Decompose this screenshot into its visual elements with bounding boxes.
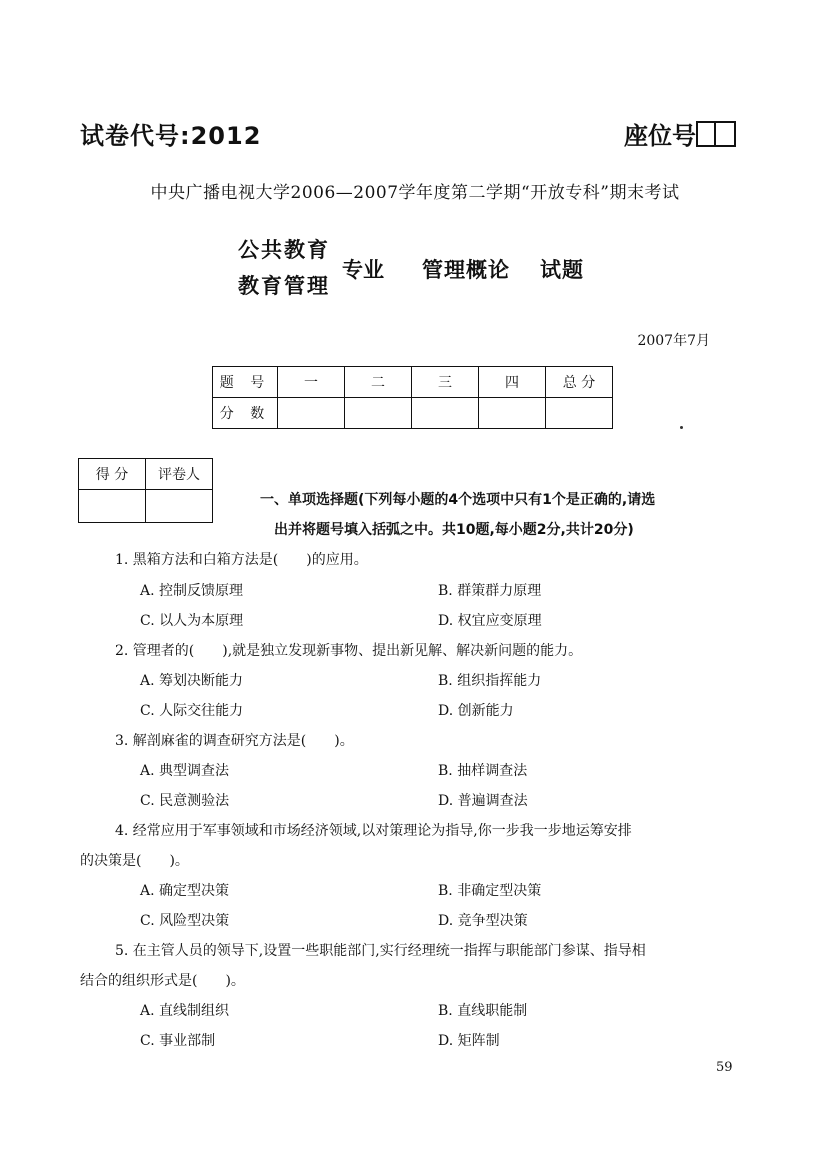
score-cell-label: 题 号 <box>213 367 278 398</box>
score-cell-total: 总 分 <box>546 367 613 398</box>
grader-name-label: 评卷人 <box>146 459 213 490</box>
grader-score-label: 得 分 <box>79 459 146 490</box>
question-1-option-a: A. 控制反馈原理 <box>140 583 244 599</box>
section-title <box>260 485 750 545</box>
score-value-total <box>546 398 613 429</box>
grader-score-value <box>79 490 146 523</box>
score-cell-q4: 四 <box>479 367 546 398</box>
title-suffix: 试题 <box>540 258 584 282</box>
scan-dot <box>680 426 683 429</box>
question-4-stem-cont: 的决策是( )。 <box>80 853 189 869</box>
major-suffix: 专业 <box>342 258 384 282</box>
question-3-option-d: D. 普遍调查法 <box>438 793 528 809</box>
grader-value-row <box>79 490 213 523</box>
exam-date: 2007年7月 <box>637 333 710 349</box>
score-value-q1 <box>278 398 345 429</box>
score-value-q3 <box>412 398 479 429</box>
seat-box-1 <box>696 121 716 147</box>
question-5-option-a: A. 直线制组织 <box>140 1003 230 1019</box>
question-2-option-b: B. 组织指挥能力 <box>438 673 542 689</box>
question-5-stem: 5. 在主管人员的领导下,设置一些职能部门,实行经理统一指挥与职能部门参谋、指导相 <box>115 943 646 959</box>
question-1-option-c: C. 以人为本原理 <box>140 613 244 629</box>
question-4-option-a: A. 确定型决策 <box>140 883 230 899</box>
question-1-option-d: D. 权宜应变原理 <box>438 613 542 629</box>
question-2-option-c: C. 人际交往能力 <box>140 703 244 719</box>
major-name-2: 教育管理 <box>238 274 330 298</box>
question-4-option-d: D. 竞争型决策 <box>438 913 528 929</box>
question-2-stem: 2. 管理者的( ),就是独立发现新事物、提出新见解、解决新问题的能力。 <box>115 643 583 659</box>
score-cell-q1: 一 <box>278 367 345 398</box>
score-value-label: 分 数 <box>213 398 278 429</box>
exam-header: 中央广播电视大学2006—2007学年度第二学期“开放专科”期末考试 <box>150 183 680 203</box>
question-3-option-c: C. 民意测验法 <box>140 793 230 809</box>
major-name-1: 公共教育 <box>238 238 330 262</box>
score-cell-q3: 三 <box>412 367 479 398</box>
question-2-option-d: D. 创新能力 <box>438 703 514 719</box>
score-value-q4 <box>479 398 546 429</box>
question-2-option-a: A. 筹划决断能力 <box>140 673 244 689</box>
question-3-option-b: B. 抽样调查法 <box>438 763 528 779</box>
page-number: 59 <box>716 1060 733 1075</box>
question-5-stem-cont: 结合的组织形式是( )。 <box>80 973 245 989</box>
paper-title <box>238 234 658 304</box>
question-5-option-c: C. 事业部制 <box>140 1033 216 1049</box>
grader-name-value <box>146 490 213 523</box>
grader-table <box>78 458 213 523</box>
section-title-line2: 出并将题号填入括弧之中。共10题,每小题2分,共计20分) <box>274 522 634 538</box>
seat-number <box>624 116 736 151</box>
question-4-option-b: B. 非确定型决策 <box>438 883 542 899</box>
score-value-q2 <box>345 398 412 429</box>
question-3-option-a: A. 典型调查法 <box>140 763 230 779</box>
grader-header-row <box>79 459 213 490</box>
seat-box-2 <box>716 121 736 147</box>
question-3-stem: 3. 解剖麻雀的调查研究方法是( )。 <box>115 733 354 749</box>
section-title-line1: 一、单项选择题(下列每小题的4个选项中只有1个是正确的,请选 <box>260 492 656 508</box>
seat-label: 座位号 <box>624 122 696 150</box>
question-4-option-c: C. 风险型决策 <box>140 913 230 929</box>
question-5-option-b: B. 直线职能制 <box>438 1003 528 1019</box>
paper-code: 试卷代号:2012 <box>80 122 262 150</box>
question-5-option-d: D. 矩阵制 <box>438 1033 500 1049</box>
score-cell-q2: 二 <box>345 367 412 398</box>
score-table-header-row <box>213 367 613 398</box>
question-1-option-b: B. 群策群力原理 <box>438 583 542 599</box>
score-table-value-row <box>213 398 613 429</box>
question-4-stem: 4. 经常应用于军事领域和市场经济领域,以对策理论为指导,你一步我一步地运筹安排 <box>115 823 632 839</box>
question-1-stem: 1. 黑箱方法和白箱方法是( )的应用。 <box>115 552 368 568</box>
score-table <box>212 366 613 429</box>
course-name: 管理概论 <box>422 258 510 282</box>
